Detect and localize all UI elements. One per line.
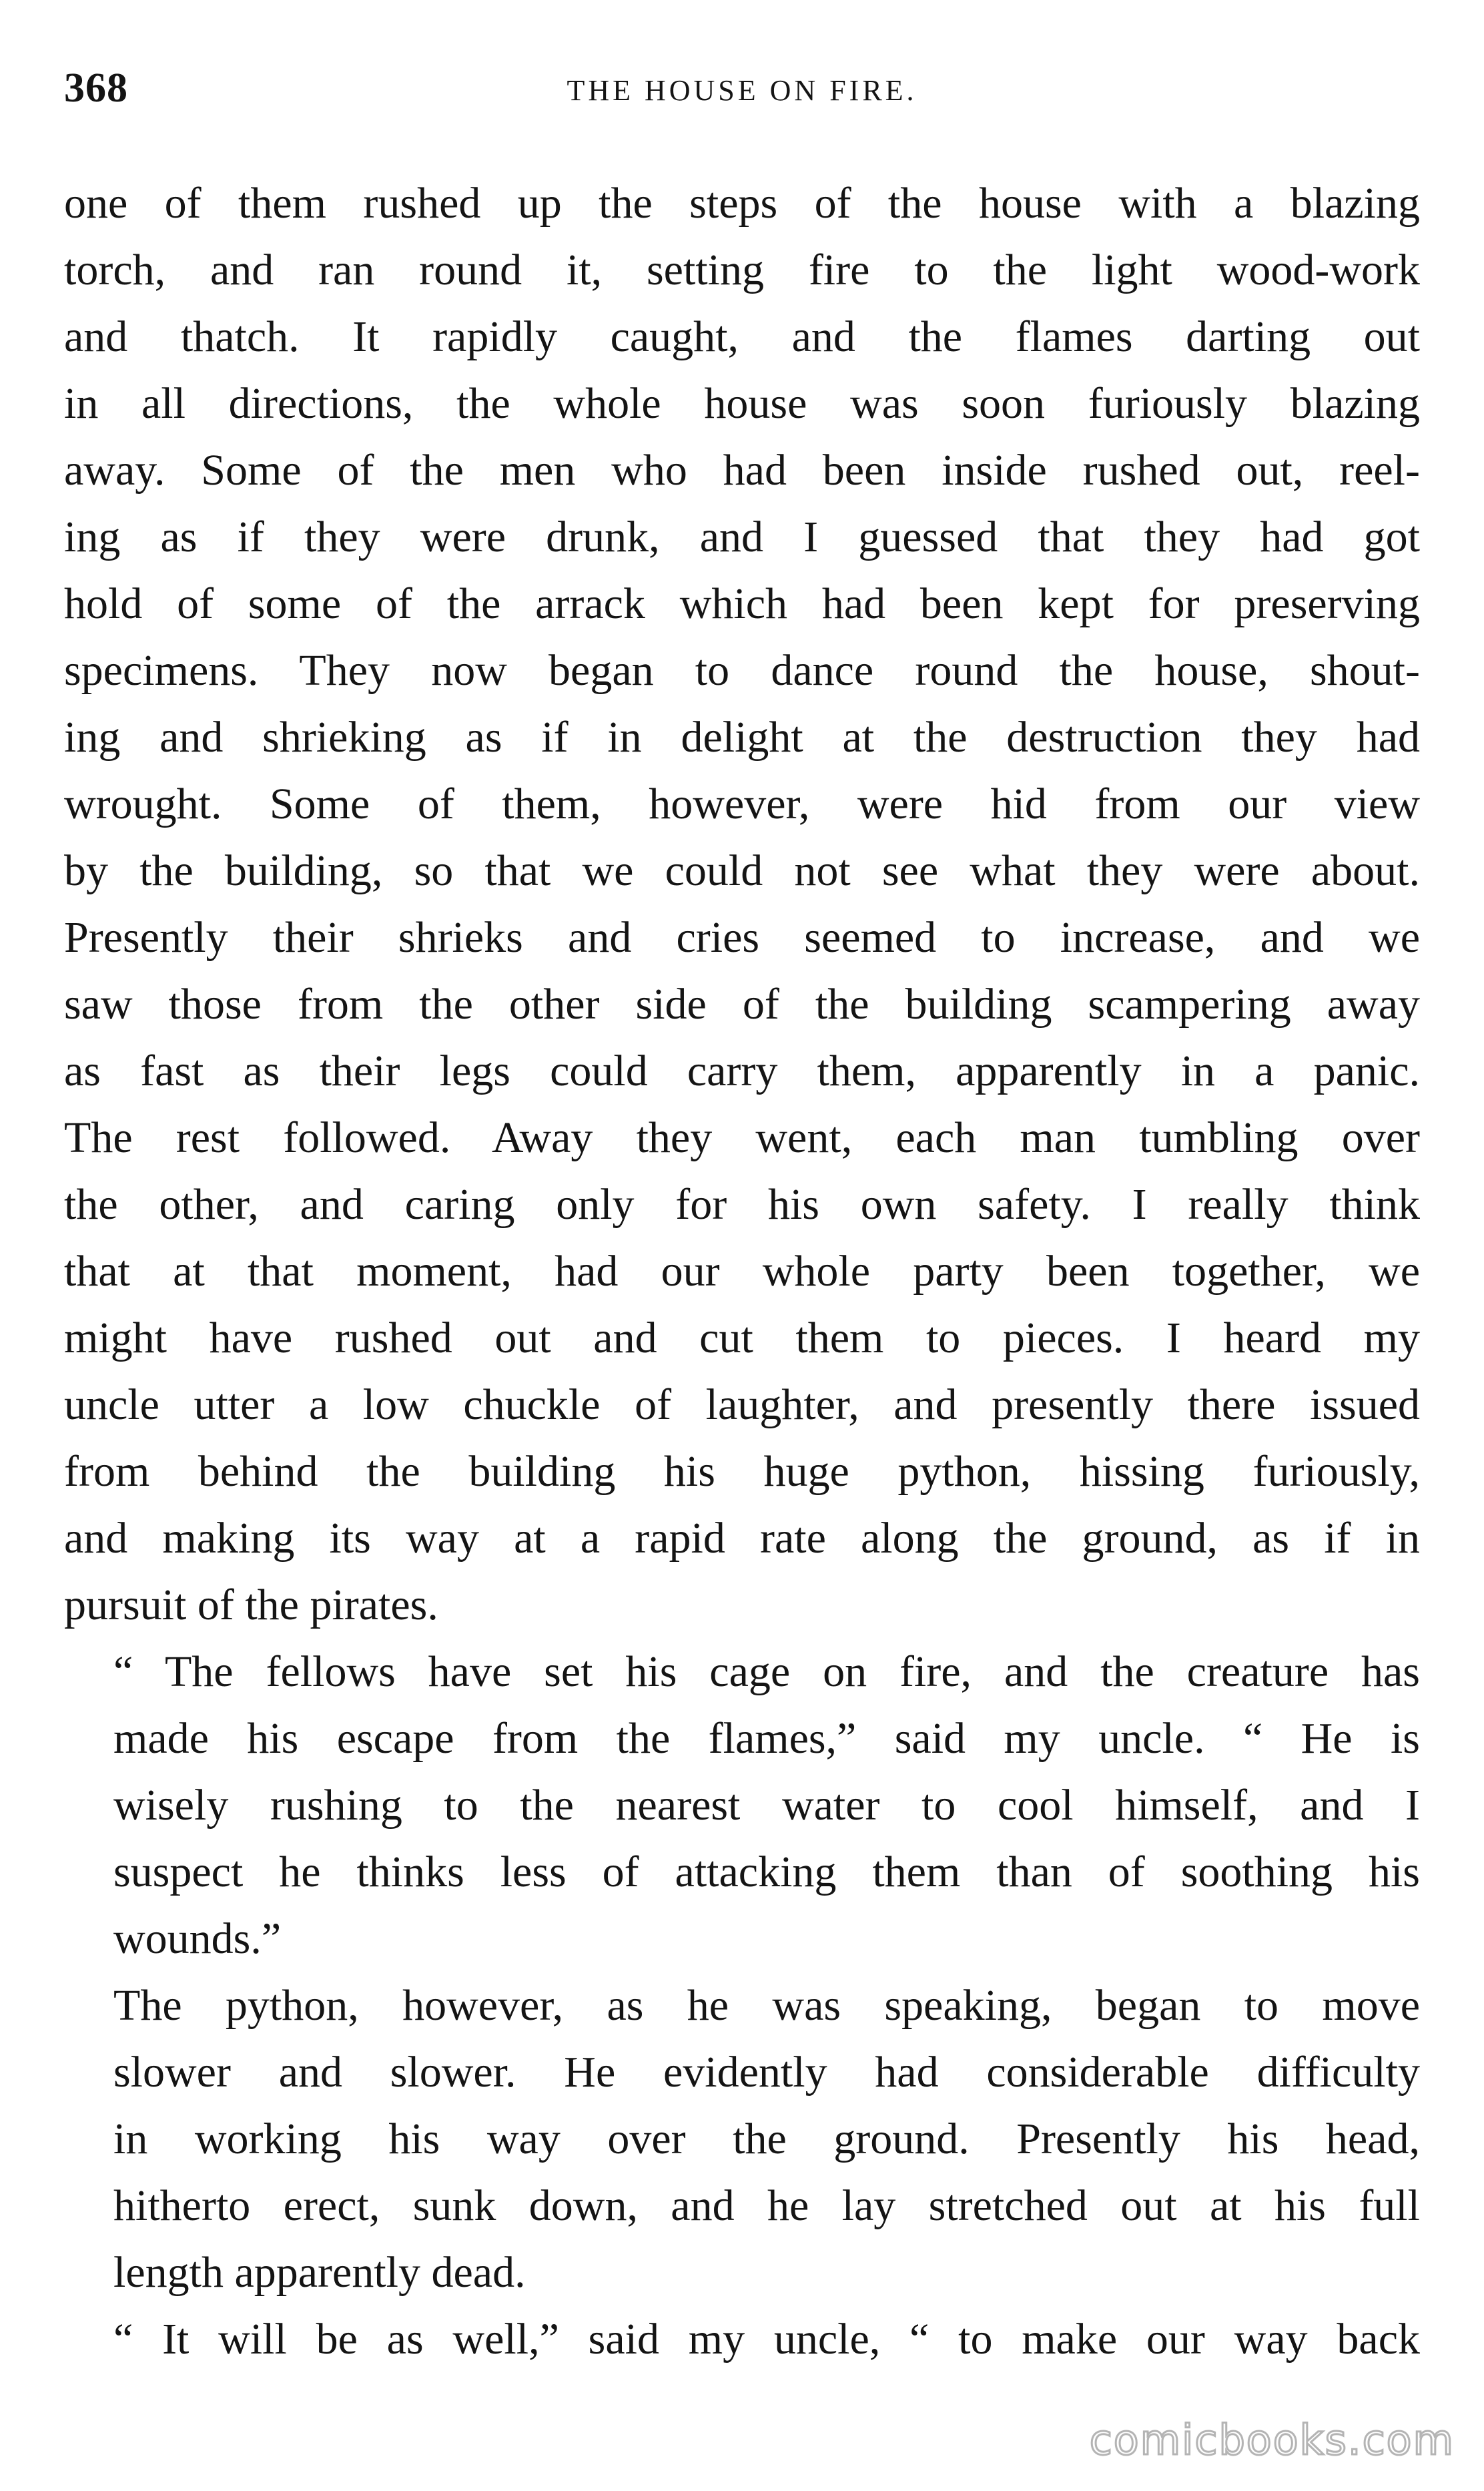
text-line: The python, however, as he was speaking, began to move <box>113 1981 1420 2030</box>
watermark: comicbooks.com <box>1089 2416 1455 2464</box>
text-line: and thatch. It rapidly caught, and the flames darting out <box>64 312 1420 361</box>
text-line: Presently their shrieks and cries seemed to increase, and we <box>64 913 1420 962</box>
paragraph <box>64 1639 1420 1972</box>
text-line: by the building, so that we could not see what they were about. <box>64 846 1420 895</box>
text-line: The rest followed. Away they went, each man tumbling over <box>64 1113 1420 1162</box>
text-line: length apparently dead. <box>113 2248 526 2297</box>
text-line: that at that moment, had our whole party been together, we <box>64 1247 1420 1296</box>
text-line: made his escape from the flames,” said my uncle. “ He is <box>113 1714 1420 1763</box>
text-line: wrought. Some of them, however, were hid from our view <box>64 780 1420 828</box>
text-line: and making its way at a rapid rate along the ground, as if in <box>64 1514 1420 1563</box>
text-line: away. Some of the men who had been inside rushed out, reel- <box>64 446 1420 495</box>
text-line: in working his way over the ground. Presently his head, <box>113 2115 1420 2163</box>
text-line: pursuit of the pirates. <box>64 1581 438 1629</box>
text-line: from behind the building his huge python, hissing furiously, <box>64 1447 1420 1496</box>
text-line: ing and shrieking as if in delight at the destruction they had <box>64 713 1420 762</box>
text-line: saw those from the other side of the building scampering away <box>64 980 1420 1029</box>
text-line: ing as if they were drunk, and I guessed that they had got <box>64 513 1420 561</box>
text-line: “ The fellows have set his cage on fire, and the creature has <box>113 1647 1420 1696</box>
paragraph <box>64 1972 1420 2306</box>
running-title: THE HOUSE ON FIRE. <box>567 74 917 107</box>
text-line: wisely rushing to the nearest water to cool himself, and I <box>113 1781 1420 1830</box>
text-line: hitherto erect, sunk down, and he lay stretched out at his full <box>113 2181 1420 2230</box>
text-line: as fast as their legs could carry them, apparently in a panic. <box>64 1047 1420 1095</box>
text-line: uncle utter a low chuckle of laughter, and presently there issued <box>64 1380 1420 1429</box>
text-line: wounds.” <box>113 1914 282 1963</box>
text-line: suspect he thinks less of attacking them than of soothing his <box>113 1848 1420 1896</box>
page-number: 368 <box>64 65 128 111</box>
text-line: in all directions, the whole house was soon furiously blazing <box>64 379 1420 428</box>
text-line: hold of some of the arrack which had been kept for preserving <box>64 579 1420 628</box>
text-line: the other, and caring only for his own safety. I really think <box>64 1180 1420 1229</box>
text-line: slower and slower. He evidently had considerable difficulty <box>113 2048 1420 2097</box>
body-text <box>64 170 1420 2373</box>
paragraph <box>64 2306 1420 2373</box>
text-line: torch, and ran round it, setting fire to the light wood-work <box>64 246 1420 294</box>
page-header <box>64 61 1420 115</box>
text-line: “ It will be as well,” said my uncle, “ to make our way back <box>113 2315 1420 2364</box>
paragraph <box>64 170 1420 1639</box>
text-line: one of them rushed up the steps of the house with a blazing <box>64 179 1420 228</box>
text-line: might have rushed out and cut them to pieces. I heard my <box>64 1314 1420 1362</box>
text-line: specimens. They now began to dance round the house, shout- <box>64 646 1420 695</box>
